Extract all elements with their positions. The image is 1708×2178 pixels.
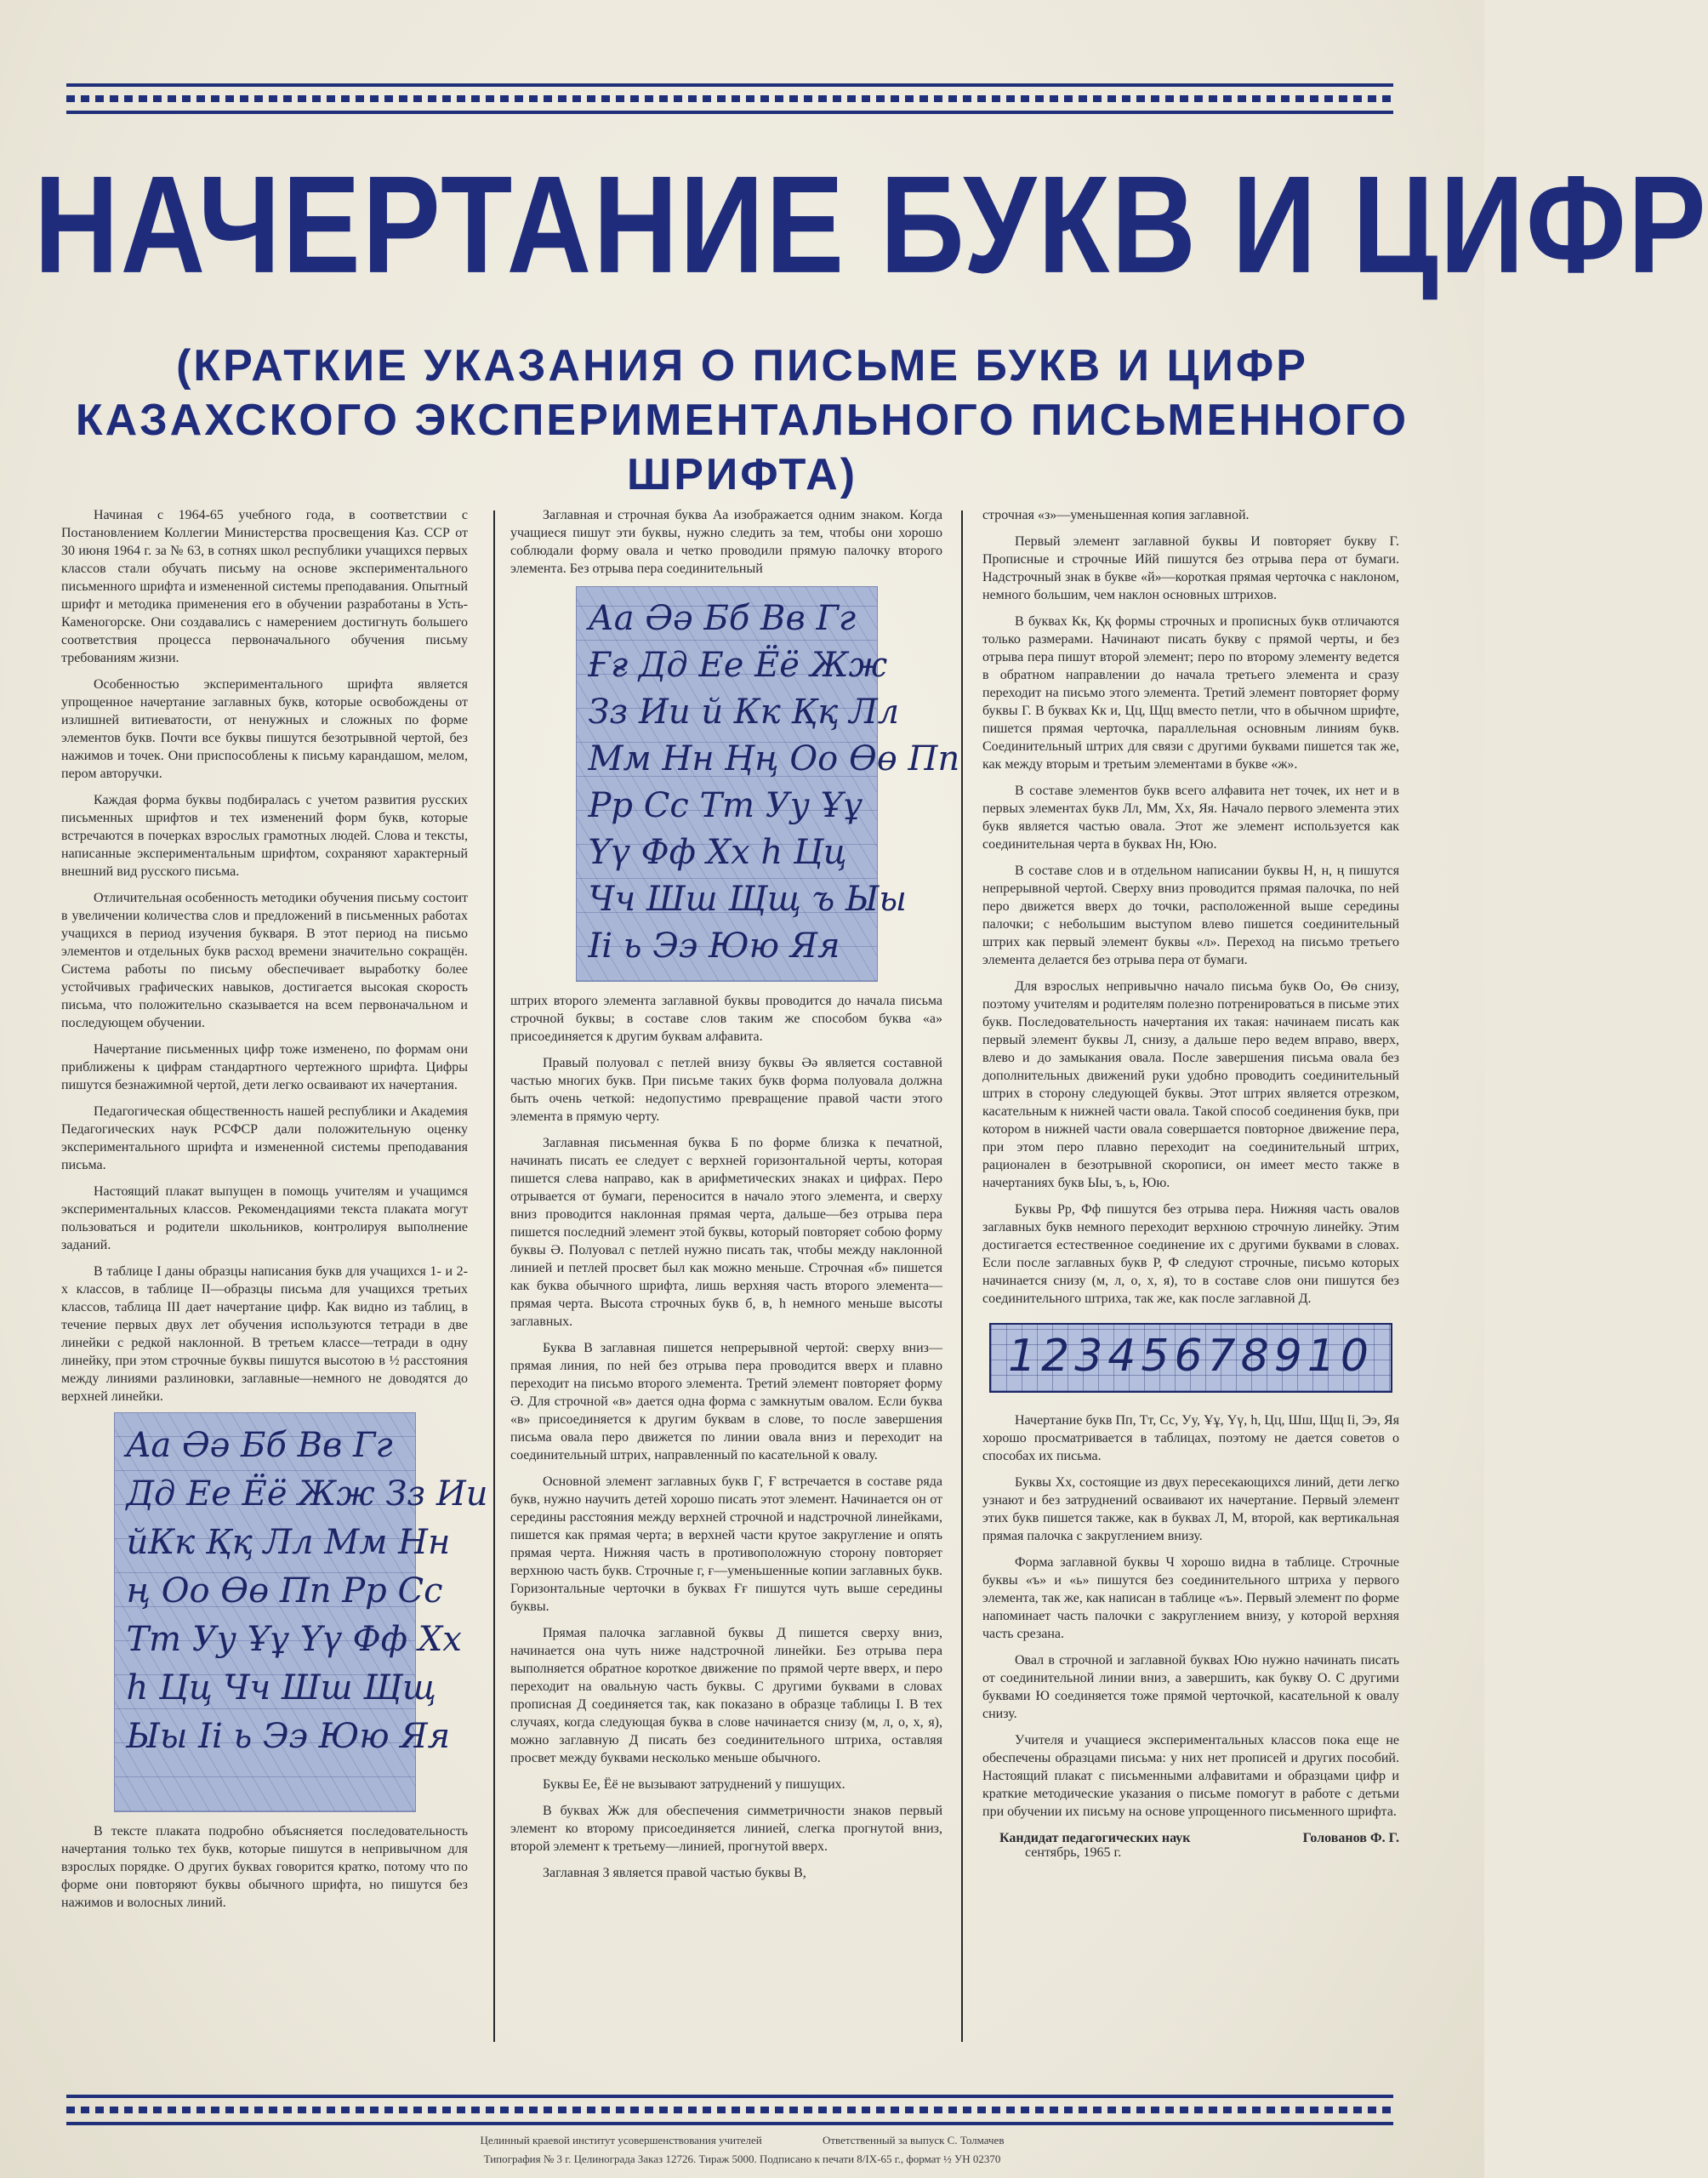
paragraph: Особенностью экспериментального шрифта является упрощенное начертание заглавных букв, которые освобождены от излишней витиеватости, от ненужных и сложных по форме элементов букв. Почти все буквы пишутся безотрывной чертой, без нажимов и точек. Они приспособлены к письму карандашом, мелом, пером авторучки.	[61, 677, 468, 781]
sample-row: һ Цц Чч Шш Щщ	[126, 1668, 436, 1708]
top-decorative-rule	[66, 83, 1393, 114]
paragraph: Основной элемент заглавных букв Г, Ғ встречается в составе ряда букв, нужно научить детей хорошо писать этот элемент. Начинается он от середины расстояния между верхней строчной и надстрочной линейками, пишется как прямая черта; в верхней части крутое закругление и опять прямая черта. Нижняя часть в противоположную сторону повторяет верхнюю часть букв. Строчные г, ғ—уменьшенные копии заглавных букв. Горизонтальные черточки в буквах Ғғ пишутся чуть выше середины буквы.	[510, 1474, 942, 1614]
sample-row: Рр Сс Тт Уу Ұұ	[588, 786, 863, 825]
column-divider-1	[493, 510, 495, 2042]
subtitle-line-2: КАЗАХСКОГО ЭКСПЕРИМЕНТАЛЬНОГО ПИСЬМЕННОГО ШРИФТА)	[75, 396, 1409, 499]
sample-row: Мм Нн Ңң Оо Өө Пп	[588, 739, 960, 778]
paragraph: Каждая форма буквы подбиралась с учетом развития русских письменных шрифтов и тех изменений форм букв, которые встречаются в почерках взрослых грамотных людей. Слова и тексты, написанные экспериментальным шрифтом, сохраняют характерный внешний вид русского письма.	[61, 793, 468, 879]
sample-row: ң Оо Өө Пп Рр Сс	[126, 1571, 443, 1611]
paragraph: Овал в строчной и заглавной буквах Юю нужно начинать писать от соединительной линии вниз, а завершить, как букву О. С другими буквами Ю соединяется тоже прямой черточкой, касательной к овалу снизу.	[982, 1653, 1399, 1721]
sample-row: Тт Уу Ұұ Үү Фф Хх	[126, 1620, 462, 1659]
paragraph: Заглавная и строчная буква Аа изображается одним знаком. Когда учащиеся пишут эти буквы, нужно следить за тем, чтобы они хорошо соблюдали форму овала и четко проводили прямую палочку второго элемента. Без отрыва пера соединительный	[510, 508, 942, 576]
signature-title: Кандидат педагогических наук	[999, 1831, 1191, 1845]
paragraph: В тексте плаката подробно объясняется последовательность начертания только тех букв, которые пишутся в непривычном для взрослых порядке. О других буквах говорится кратко, потому что по форме они повторяют буквы обычного шрифта, но пишутся без нажимов и волосных линий.	[61, 1824, 468, 1910]
signature-name: Голованов Ф. Г.	[1302, 1831, 1399, 1845]
paragraph: Буквы Ее, Ёё не вызывают затруднений у пишущих.	[543, 1777, 845, 1792]
poster-title: НАЧЕРТАНИЕ БУКВ И ЦИФР	[34, 147, 1708, 303]
paragraph: Заглавная З является правой частью буквы В,	[543, 1866, 806, 1880]
paragraph: В составе слов и в отдельном написании буквы Н, н, ң пишутся непрерывной чертой. Сверху вниз проводится прямая палочка, по ней перо движется вверх до точки, расположенной выше середины палочки; с небольшим выступом влево пишется соединительный штрих как первый элемент буквы «л». Переход на письмо третьего элемента делается без отрыва пера от бумаги.	[982, 864, 1399, 967]
digits-sample-table-3: 12345678910	[989, 1323, 1392, 1393]
text-column-2	[510, 506, 960, 1890]
sample-row: Дд Ее Ёё Жж Зз Ии	[126, 1474, 488, 1514]
sample-row: Аа Әә Бб Вв Гг	[588, 599, 857, 638]
paragraph: Отличительная особенность методики обучения письму состоит в увеличении количества слов и предложений в письменных работах учащихся в период изучения букваря. В этот период на письмо элементов и отдельных букв расход времени значительно сокращён. Система работы по письму обеспечивает выработку более устойчивых графических навыков, достигается высокая скорость письма, что положительно сказывается на всем первоначальном и последующем обучении.	[61, 891, 468, 1030]
paragraph: Начиная с 1964-65 учебного года, в соответствии с Постановлением Коллегии Министерства просвещения Каз. ССР от 30 июня 1964 г. за № 63, в сотнях школ республики учащихся первых классов стали обучать письму на основе экспериментального письменного шрифта и измененной системы преподавания. Опытный шрифт и методика применения его в обучении разработаны в Усть-Каменогорске. Они создавались с намерением достигнуть большего соответствия процесса первоначального обучения письму требованиям жизни.	[61, 508, 468, 665]
paragraph: В буквах Кк, Ққ формы строчных и прописных букв отличаются только размерами. Начинают писать букву с прямой черты, и без отрыва пера пишут второй элемент; перо по второму элементу ведется в обратном направлении до начала третьего элемента и сразу переходит на письмо этого элемента. Третий элемент повторяет форму буквы Г. В буквах Кк и, Цц, Щщ вместо петли, что в обычном шрифте, пишется прямая черточка, параллельная основным линиям букв. Соединительный штрих для связи с другими буквами пишется так же, как между вторым и третьим элементами в букве «ж».	[982, 614, 1399, 772]
sample-row: йКк Ққ Лл Мм Нн	[126, 1523, 451, 1562]
text-column-1	[61, 506, 488, 1920]
paragraph: Настоящий плакат выпущен в помощь учителям и учащимся экспериментальных классов. Рекомендациями текста плаката могут пользоваться и родители школьников, контролируя выполнение заданий.	[61, 1184, 468, 1252]
sample-row: Ыы Іі ь Ээ Юю Яя	[126, 1717, 451, 1756]
paragraph: Буквы Рр, Фф пишутся без отрыва пера. Нижняя часть овалов заглавных букв немного переходит верхнюю строчную линейку. Этим достигается естественное соединение их с другими буквами в словах. Если после заглавных букв Р, Ф следуют строчные, письмо которых начинается снизу (м, л, о, х, я), то в составе слов они пишутся без соединительного штриха, так же, как после заглавной Д.	[982, 1202, 1399, 1306]
footer-responsible: Ответственный за выпуск С. Толмачев	[822, 2134, 1005, 2147]
handwriting-sample-table-2	[114, 1412, 488, 1812]
paragraph: строчная «з»—уменьшенная копия заглавной.	[982, 508, 1250, 522]
signature-date: сентябрь, 1965 г.	[1025, 1845, 1122, 1860]
sample-row: Зз Ии й Кк Ққ Лл	[588, 693, 900, 732]
footer-imprint-line-2: Типография № 3 г. Целинограда Заказ 12726. Тираж 5000. Подписано к печати 8/IX-65 г., формат ½ УН 02370	[483, 2152, 1001, 2165]
paragraph: Начертание букв Пп, Тт, Сс, Уу, Ұұ, Үү, һ, Цц, Шш, Щщ Іі, Ээ, Яя хорошо просматривается в таблицах, поэтому не дается советов о способах их письма.	[982, 1413, 1399, 1463]
sample-row: Ғғ Дд Ее Ёё Жж	[588, 646, 888, 685]
sample-row: Чч Шш Щщ ъ Ыы	[588, 880, 907, 919]
paragraph: Первый элемент заглавной буквы И повторяет букву Г. Прописные и строчные Ийй пишутся без отрыва пера от бумаги. Надстрочный знак в букве «й»—короткая прямая черточка с наклоном, немного большим, чем наклон основных штрихов.	[982, 534, 1399, 602]
paragraph: В составе элементов букв всего алфавита нет точек, их нет и в первых элементах букв Лл, Мм, Хх, Яя. Начало первого элемента этих букв является частью овала. Этот же элемент используется как соединительная черта в буквах Нн, Юю.	[982, 784, 1399, 852]
paragraph: Начертание письменных цифр тоже изменено, по формам они приближены к цифрам стандартного чертежного шрифта. Цифры пишутся безнажимной чертой, дети легко осваивают их начертания.	[61, 1042, 468, 1092]
paragraph: Правый полуовал с петлей внизу буквы Әә является составной частью многих букв. При письме таких букв форма полуовала должна быть очень четкой: недопустимо превращение правой части этого элемента в прямую черту.	[510, 1056, 942, 1124]
paragraph: В таблице I даны образцы написания букв для учащихся 1- и 2-х классов, в таблице II—образцы письма для учащихся третьих классов, таблица III дает начертание цифр. Как видно из таблиц, в течение первых двух лет обучения используются тетради в две линейки с редкой наклонной. В третьем классе—тетради в одну линейку, при этом строчные буквы пишутся высотою в ½ расстояния между линиями разлиновки, заглавные—немного не доводятся до верхней линейки.	[61, 1264, 468, 1404]
sample-row: Іі ь Ээ Юю Яя	[588, 927, 840, 966]
poster-subtitle	[51, 339, 1433, 502]
paragraph: Буквы Хх, состоящие из двух пересекающихся линий, дети легко узнают и без затруднений осваивают их начертание. Первый элемент этих букв пишется также, как в буквах Л, М, второй, как вертикальная прямая палочка с закруглением внизу.	[982, 1475, 1399, 1543]
paragraph: Буква В заглавная пишется непрерывной чертой: сверху вниз—прямая линия, по ней без отрыва пера проводится вверх и плавно переходит на письмо второго элемента. Третий элемент повторяет форму Ә. Для строчной «в» дается одна форма с замкнутым овалом. Если буква «в» присоединяется к другим буквам в слове, то после завершения письма овала перо движется по линии овала вниз и переходит на соединительный штрих, направленный по касательной к овалу.	[510, 1341, 942, 1462]
paragraph: Прямая палочка заглавной буквы Д пишется сверху вниз, начинается она чуть ниже надстрочной линейки. Без отрыва пера выполняется обратное короткое движение по прямой черте вверх, и перо переходит на овальную часть буквы. С другими буквами в словах прописная Д соединяется так, как показано в образце таблицы I. В тех случаях, когда следующая буква в слове начинается снизу (м, л, о, х, я), можно заглавную Д писать без соединительного штриха, оставляя просвет между буквами несколько меньше обычного.	[510, 1626, 942, 1765]
paragraph: штрих второго элемента заглавной буквы проводится до начала письма строчной буквы; в составе слов таким же способом буква «а» присоединяется к другим буквам алфавита.	[510, 994, 942, 1044]
bottom-decorative-rule	[66, 2095, 1393, 2125]
sample-row: Aa Әә Бб Вв Гг	[126, 1426, 393, 1465]
handwriting-sample-table-1	[576, 586, 960, 982]
subtitle-line-1: (КРАТКИЕ УКАЗАНИЯ О ПИСЬМЕ БУКВ И ЦИФР	[176, 341, 1308, 391]
sample-row: Үү Фф Хх һ Цц	[588, 833, 847, 872]
paragraph: Форма заглавной буквы Ч хорошо видна в таблице. Строчные буквы «ъ» и «ь» пишутся без соединительного штриха у первого элемента, так же, как написан в таблице «ъ». Первый элемент по форме напоминает часть палочки с закруглением внизу, у которой верхняя часть срезана.	[982, 1555, 1399, 1641]
paragraph: Заглавная письменная буква Б по форме близка к печатной, начинать писать ее следует с верхней горизонтальной черты, которая пишется слева направо, как в арифметических знаках и цифрах. Перо отрывается от бумаги, переносится в начало этого элемента, и сверху вниз проводится наклонная прямая черта, дальше—без отрыва пера пишется последний элемент этой буквы, который повторяет собою форму буквы Ә. Полуовал с петлей нужно писать так, чтобы между наклонной линией и петлей просвет был как можно меньше. Строчная «б» пишется как буква обычного шрифта, лишь верхняя часть второго элемента—прямая черта. Высота строчных букв б, в, h немного меньше высоты заглавных.	[510, 1136, 942, 1329]
column-divider-2	[961, 510, 963, 2042]
paragraph: Педагогическая общественность нашей республики и Академия Педагогических наук РСФСР дали положительную оценку экспериментального шрифта и измененной системы преподавания письма.	[61, 1104, 468, 1172]
paragraph: Учителя и учащиеся экспериментальных классов пока еще не обеспечены образцами письма: у них нет прописей и других пособий. Настоящий плакат с письменными алфавитами и образцами цифр и краткие методические указания о письме помогут в работе с детьми при обучении их письму на основе упрощенного письменного шрифта.	[982, 1733, 1399, 1819]
paragraph: В буквах Жж для обеспечения симметричности знаков первый элемент ко второму присоединяется линией, слегка прогнутой вниз, второй элемент к третьему—линией, прогнутой вверх.	[510, 1804, 942, 1854]
text-column-3	[982, 506, 1399, 1862]
footer-imprint-line-1	[0, 2134, 1484, 2147]
paragraph: Для взрослых непривычно начало письма букв Оо, Өө снизу, поэтому учителям и родителям полезно потренироваться в письме этих букв. Последовательность начертания их такая: начинаем писать как первый элемент буквы Л, снизу, а дальше перо ведем вправо, вверх, влево и до замыкания овала. После завершения письма овала без дополнительных движений руки удобно проводить соединительный штрих в сторону следующей буквы. Этот штрих является отрезком, касательным к нижней части овала. Такой способ соединения букв, при котором в нижней части овала совершается повторное движение пера, при этом перо плавно переходит на соединительный штрих, рационален в безотрывной скорописи, он имеет место также в начертаниях букв Ыы, ъ, ь, Юю.	[982, 979, 1399, 1190]
footer-publisher: Целинный краевой институт усовершенствования учителей	[480, 2134, 762, 2147]
